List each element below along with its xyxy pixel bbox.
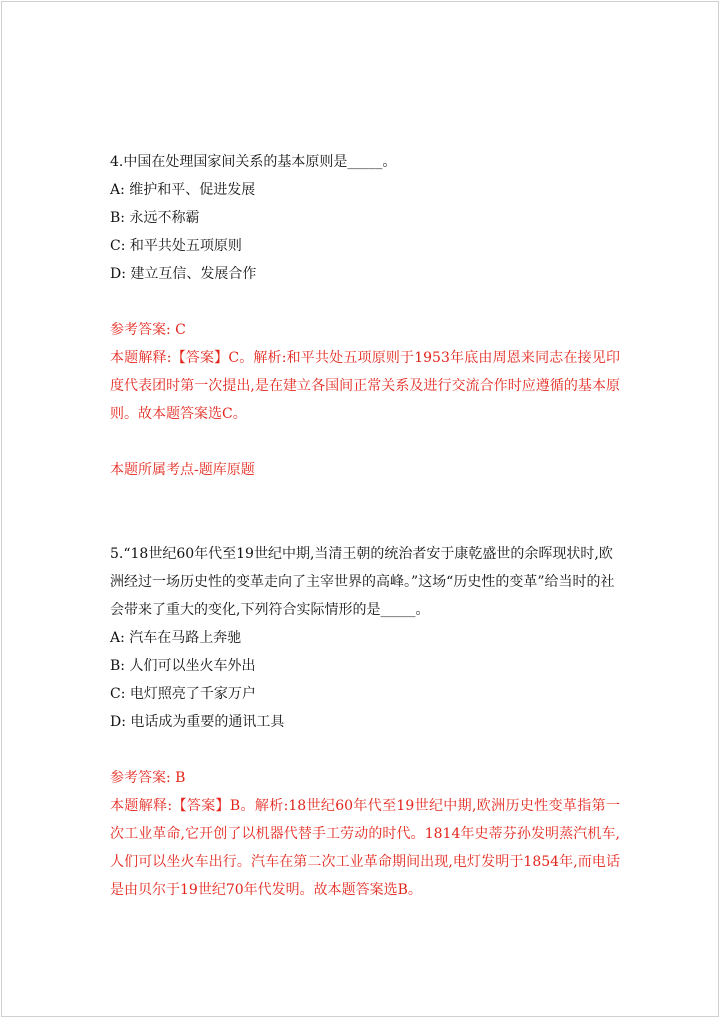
spacer xyxy=(110,484,620,540)
question-5 xyxy=(110,540,620,904)
question-5-option-d: D: 电话成为重要的通讯工具 xyxy=(110,714,285,730)
question-4-option-a: A: 维护和平、促进发展 xyxy=(110,182,256,198)
spacer xyxy=(110,736,620,764)
spacer xyxy=(110,428,620,456)
question-4-answer: 参考答案: C xyxy=(110,322,186,338)
question-4-option-d: D: 建立互信、发展合作 xyxy=(110,266,257,282)
question-4-option-b: B: 永远不称霸 xyxy=(110,210,200,226)
question-4-point: 本题所属考点-题库原题 xyxy=(110,462,255,478)
spacer xyxy=(110,288,620,316)
page-content xyxy=(110,148,620,904)
question-4-stem: 4.中国在处理国家间关系的基本原则是_____。 xyxy=(110,154,397,170)
question-4 xyxy=(110,148,620,484)
question-5-stem: 5.“18世纪60年代至19世纪中期,当清王朝的统治者安于康乾盛世的余晖现状时,欧洲经过一场历史性的变革走向了主宰世界的高峰。”这场“历史性的变革”给当时的社会带来了重大的变化,下列符合实际情形的是_____。 xyxy=(110,546,615,618)
question-4-option-c: C: 和平共处五项原则 xyxy=(110,238,242,254)
question-4-explanation: 本题解释:【答案】C。解析:和平共处五项原则于1953年底由周恩来同志在接见印度代表团时第一次提出,是在建立各国间正常关系及进行交流合作时应遵循的基本原则。故本题答案选C。 xyxy=(110,350,620,422)
question-5-option-a: A: 汽车在马路上奔驰 xyxy=(110,630,242,646)
question-5-option-c: C: 电灯照亮了千家万户 xyxy=(110,686,256,702)
question-5-answer: 参考答案: B xyxy=(110,770,186,786)
question-5-explanation: 本题解释:【答案】B。解析:18世纪60年代至19世纪中期,欧洲历史性变革指第一次工业革命,它开创了以机器代替手工劳动的时代。1814年史蒂芬孙发明蒸汽机车,人们可以坐火车出行。汽车在第二次工业革命期间出现,电灯发明于1854年,而电话是由贝尔于19世纪70年代发明。故本题答案选B。 xyxy=(110,798,620,898)
document-page xyxy=(1,1,719,1017)
question-5-option-b: B: 人们可以坐火车外出 xyxy=(110,658,256,674)
